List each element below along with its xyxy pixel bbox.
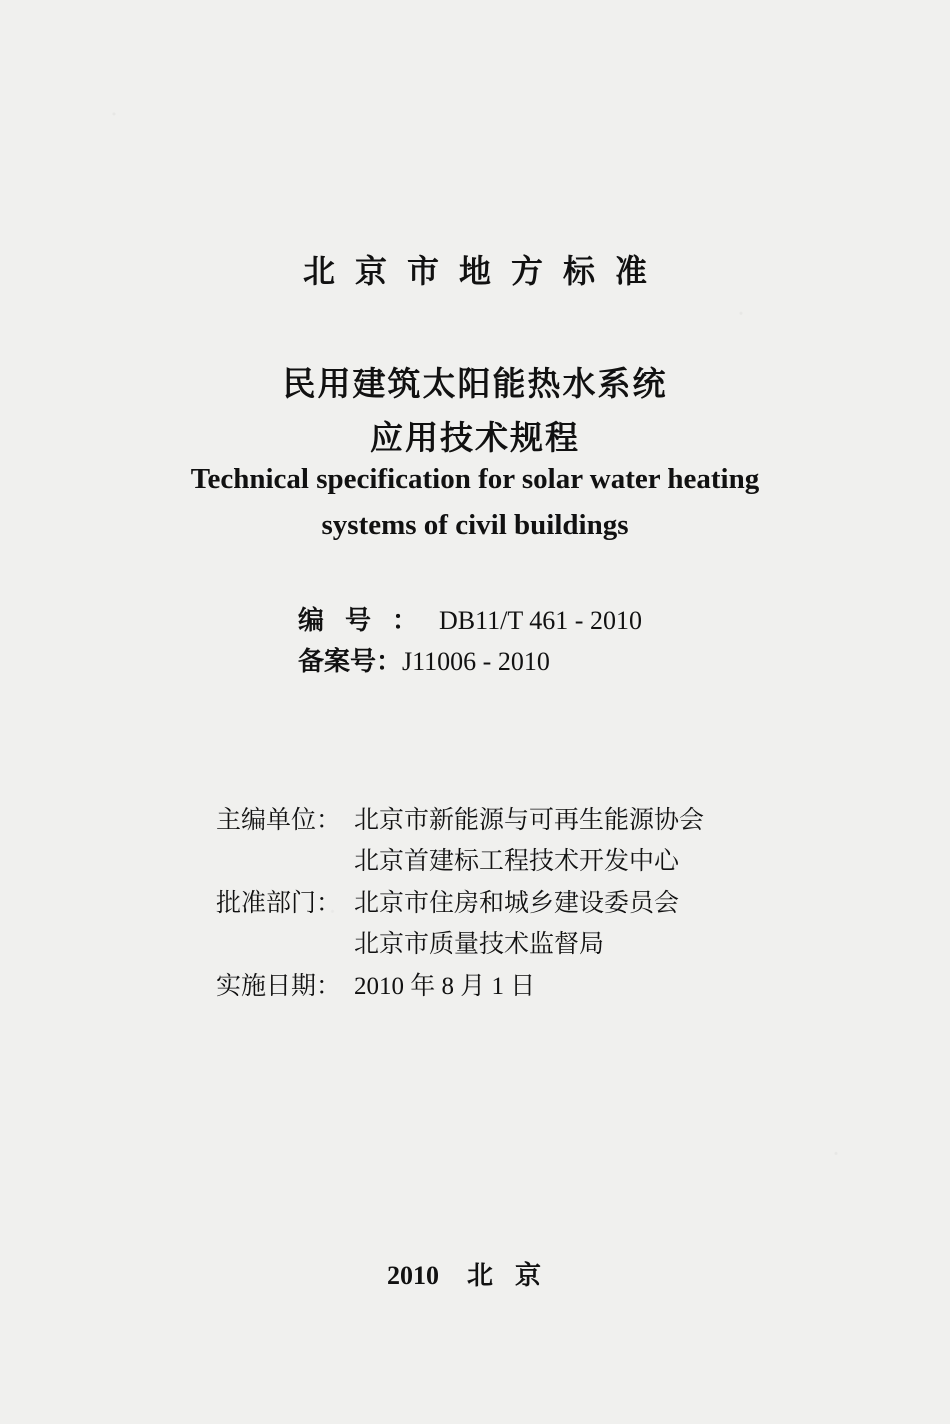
- standard-number-row: [298, 600, 642, 637]
- approval-org-2: 北京市质量技术监督局: [354, 929, 605, 958]
- title-cn-line1: 民用建筑太阳能热水系统: [282, 364, 668, 403]
- chief-editor-label: 主编单位：: [216, 805, 342, 834]
- record-number-label: 备案号：: [298, 647, 403, 677]
- title-en-line2: systems of civil buildings: [321, 509, 629, 541]
- publication-city: 北京: [466, 1261, 563, 1291]
- record-number-value: J11006 - 2010: [402, 647, 550, 676]
- publication-year: 2010: [386, 1261, 439, 1290]
- standard-number-label: 编号：: [298, 606, 440, 636]
- approval-org-1: 北京市住房和城乡建设委员会: [354, 888, 680, 917]
- chief-editor-row-2: [216, 841, 679, 877]
- effective-date-value: 2010 年 8 月 1 日: [354, 973, 536, 1000]
- chief-editor-org-1: 北京市新能源与可再生能源协会: [354, 805, 705, 834]
- effective-date-row: [216, 966, 535, 1002]
- approval-label: 批准部门：: [216, 888, 342, 917]
- title-cn-line2: 应用技术规程: [370, 418, 580, 457]
- effective-date-label: 实施日期：: [216, 971, 342, 1000]
- approval-row-2: [216, 924, 604, 960]
- chief-editor-org-2: 北京首建标工程技术开发中心: [354, 846, 680, 875]
- standard-type-heading: 北京市地方标准: [302, 252, 667, 290]
- publication-footer: [0, 1255, 950, 1292]
- title-en-line1: Technical specification for solar water heating: [190, 463, 760, 495]
- approval-row: [216, 883, 679, 919]
- chief-editor-row: [216, 800, 704, 836]
- record-number-row: [298, 641, 550, 678]
- standard-number-value: DB11/T 461 - 2010: [439, 606, 642, 635]
